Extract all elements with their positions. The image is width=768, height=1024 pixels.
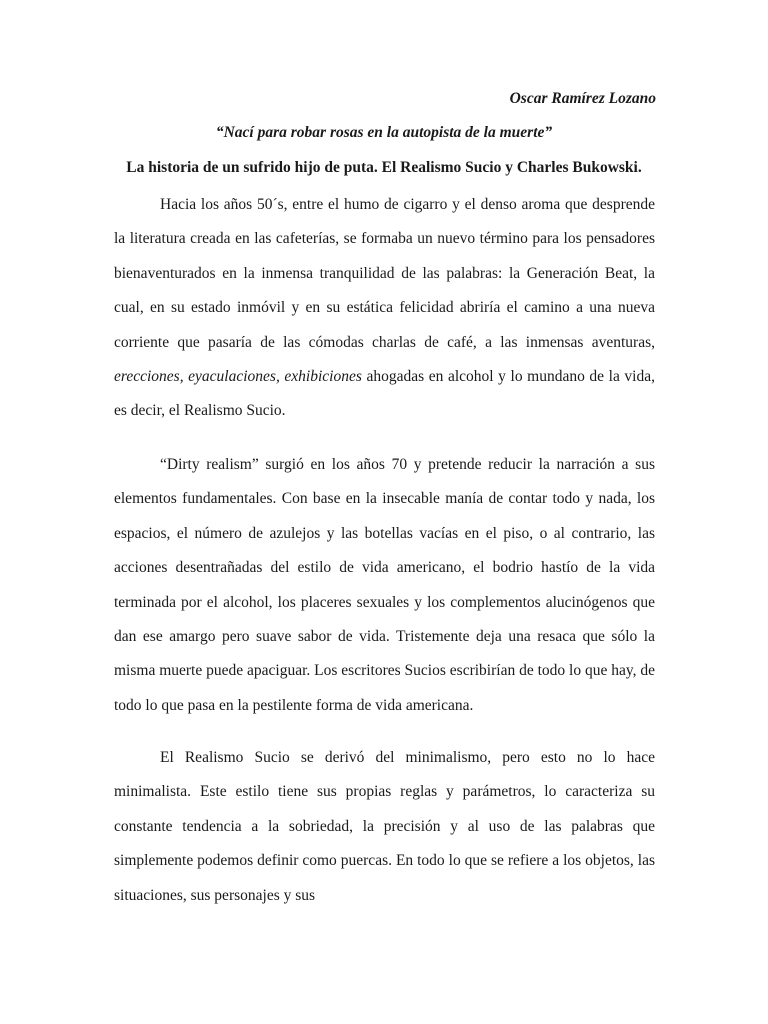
paragraph-1 [114,188,655,429]
document-subtitle: “Nací para robar rosas en la autopista de la muerte” [215,124,553,141]
paragraph-1-italic-text: erecciones, eyaculaciones, exhibiciones [114,368,362,386]
paragraph-3: El Realismo Sucio se derivó del minimalismo, pero esto no lo hace minimalista. Este estilo tiene sus propias reglas y parámetros, lo caracteriza su constante tendencia a la sobriedad, la precisión y al uso de las palabras que simplemente podemos definir como puercas. En todo lo que se refiere a los objetos, las situaciones, sus personajes y sus [114,749,655,904]
paragraph-1-text: Hacia los años 50´s, entre el humo de cigarro y el denso aroma que desprende la literatura creada en las cafeterías, se formaba un nuevo término para los pensadores bienaventurados en la inmensa tranquilidad de las palabras: la Generación Beat, la cual, en su estado inmóvil y en su estática felicidad abriría el camino a una nueva corriente que pasaría de las cómodas charlas de café, a las inmensas aventuras, [114,196,655,351]
paragraph-1-text-end: ahogadas en alcohol y lo mundano de la vida, es decir, el Realismo Sucio. [114,368,655,420]
document-title: La historia de un sufrido hijo de puta. El Realismo Sucio y Charles Bukowski. [126,159,642,176]
paragraph-2: “Dirty realism” surgió en los años 70 y pretende reducir la narración a sus elementos fundamentales. Con base en la insecable manía de contar todo y nada, los espacios, el número de azulejos y las botellas vacías en el piso, o al contrario, las acciones desentrañadas del estilo de vida americano, el bodrio hastío de la vida terminada por el alcohol, los placeres sexuales y los complementos alucinógenos que dan ese amargo pero suave sabor de vida. Tristemente deja una resaca que sólo la misma muerte puede apaciguar. Los escritores Sucios escribirían de todo lo que hay, de todo lo que pasa en la pestilente forma de vida americana. [114,456,655,714]
author-name: Oscar Ramírez Lozano [509,90,656,107]
